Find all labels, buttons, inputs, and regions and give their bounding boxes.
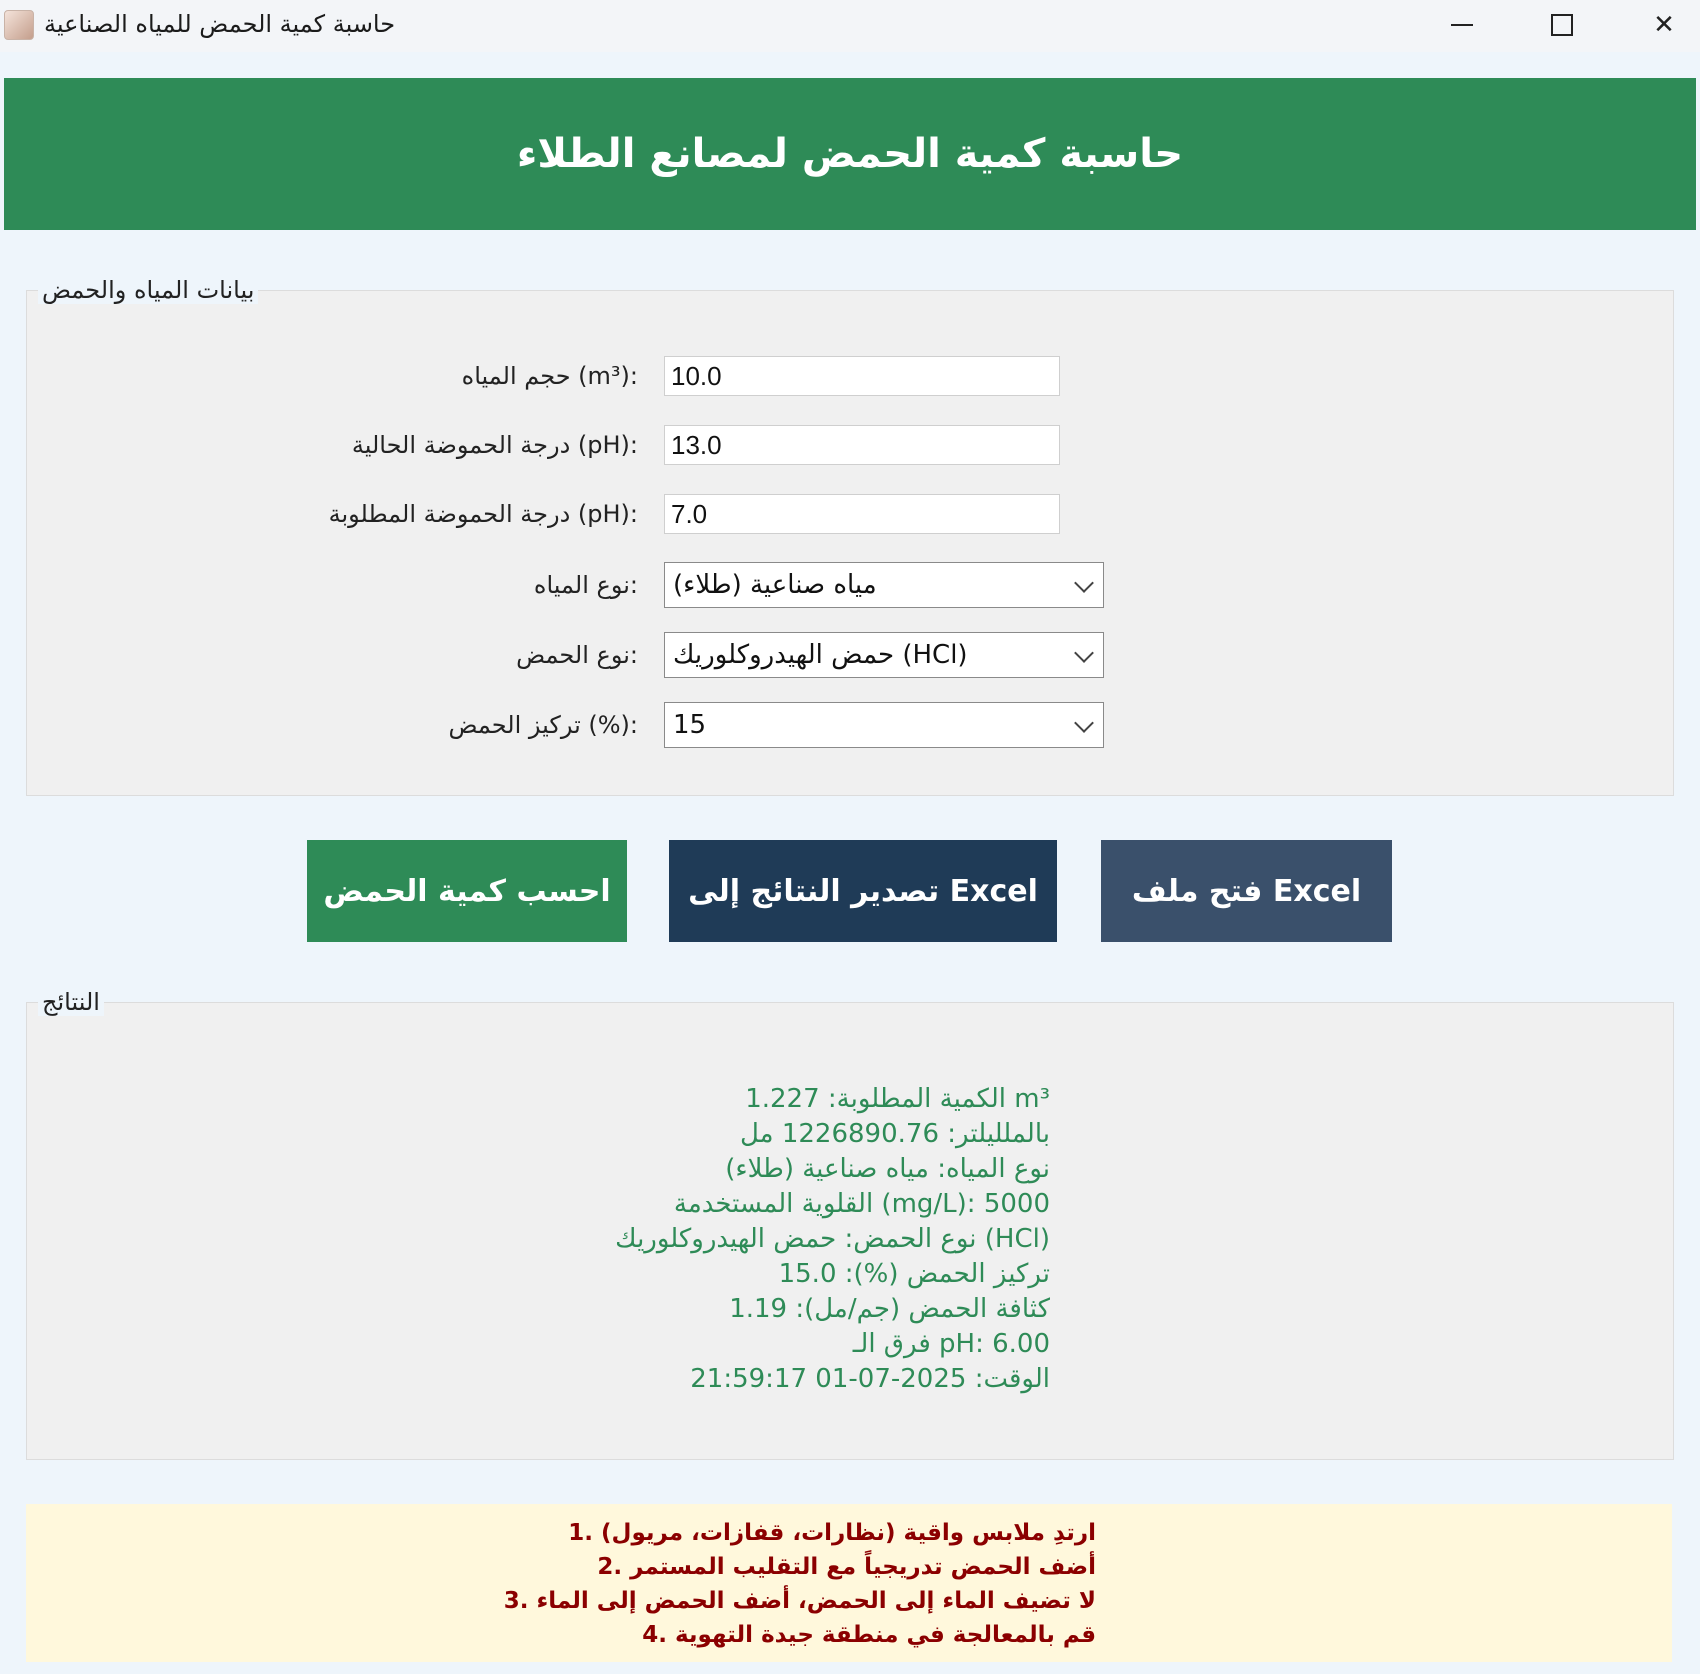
chevron-down-icon: [1074, 643, 1094, 663]
export-excel-button[interactable]: تصدير النتائج إلى Excel: [669, 840, 1057, 942]
result-milliliters: بالملليلتر: 1226890.76 مل: [739, 1119, 1050, 1149]
result-acid-type: نوع الحمض: حمض الهيدروكلوريك (HCl): [615, 1224, 1050, 1254]
chevron-down-icon: [1074, 573, 1094, 593]
maximize-button[interactable]: [1512, 0, 1612, 50]
result-alkalinity: القلوية المستخدمة (mg/L): 5000: [673, 1189, 1050, 1219]
acid-concentration-select[interactable]: [664, 702, 1104, 748]
open-excel-button[interactable]: فتح ملف Excel: [1101, 840, 1392, 942]
results-text: [400, 1082, 1050, 1397]
title-bar: [0, 0, 1700, 52]
target-ph-input[interactable]: 7.0: [664, 494, 1060, 534]
warning-item: 3. لا تضيف الماء إلى الحمض، أضف الحمض إلى الماء: [503, 1588, 1096, 1614]
safety-warning-list: [504, 1516, 1096, 1652]
water-volume-label: حجم المياه (m³):: [461, 362, 638, 390]
close-button[interactable]: [1614, 0, 1700, 50]
water-type-label: نوع المياه:: [533, 571, 638, 599]
results-group-label: النتائج: [38, 988, 104, 1016]
minimize-button[interactable]: [1412, 0, 1512, 50]
safety-warning-box: [26, 1504, 1672, 1662]
acid-concentration-value: 15: [673, 710, 707, 740]
warning-item: 2. أضف الحمض تدريجياً مع التقليب المستمر: [597, 1554, 1096, 1580]
current-ph-input[interactable]: 13.0: [664, 425, 1060, 465]
chevron-down-icon: [1074, 713, 1094, 733]
acid-concentration-label: تركيز الحمض (%):: [448, 711, 638, 739]
input-group-label: بيانات المياه والحمض: [38, 276, 258, 304]
minimize-icon: [1451, 24, 1473, 26]
warning-item: 4. قم بالمعالجة في منطقة جيدة التهوية: [642, 1622, 1096, 1648]
current-ph-label: درجة الحموضة الحالية (pH):: [351, 431, 638, 459]
acid-type-select[interactable]: [664, 632, 1104, 678]
target-ph-label: درجة الحموضة المطلوبة (pH):: [328, 500, 638, 528]
header-title: حاسبة كمية الحمض لمصانع الطلاء: [516, 131, 1184, 177]
result-acid-density: كثافة الحمض (جم/مل): 1.19: [729, 1294, 1050, 1324]
result-water-type: نوع المياه: مياه صناعية (طلاء): [725, 1154, 1050, 1184]
water-type-select[interactable]: [664, 562, 1104, 608]
water-volume-input[interactable]: 10.0: [664, 356, 1060, 396]
result-timestamp: الوقت: 2025-07-01 21:59:17: [690, 1364, 1050, 1394]
close-icon: ✕: [1653, 10, 1675, 40]
result-ph-difference: فرق الـ pH: 6.00: [852, 1329, 1050, 1359]
calculate-acid-button[interactable]: احسب كمية الحمض: [307, 840, 627, 942]
window-title: حاسبة كمية الحمض للمياه الصناعية: [44, 10, 396, 38]
maximize-icon: [1551, 14, 1573, 36]
water-type-value: مياه صناعية (طلاء): [673, 570, 877, 600]
app-icon: [4, 10, 34, 40]
result-acid-concentration: تركيز الحمض (%): 15.0: [778, 1259, 1050, 1289]
acid-type-label: نوع الحمض:: [516, 641, 638, 669]
acid-type-value: حمض الهيدروكلوريك (HCl): [673, 640, 968, 670]
result-required-amount: الكمية المطلوبة: 1.227 m³: [745, 1084, 1050, 1114]
header-banner: [4, 78, 1696, 230]
warning-item: 1. ارتدِ ملابس واقية (نظارات، قفازات، مريول): [568, 1520, 1096, 1546]
